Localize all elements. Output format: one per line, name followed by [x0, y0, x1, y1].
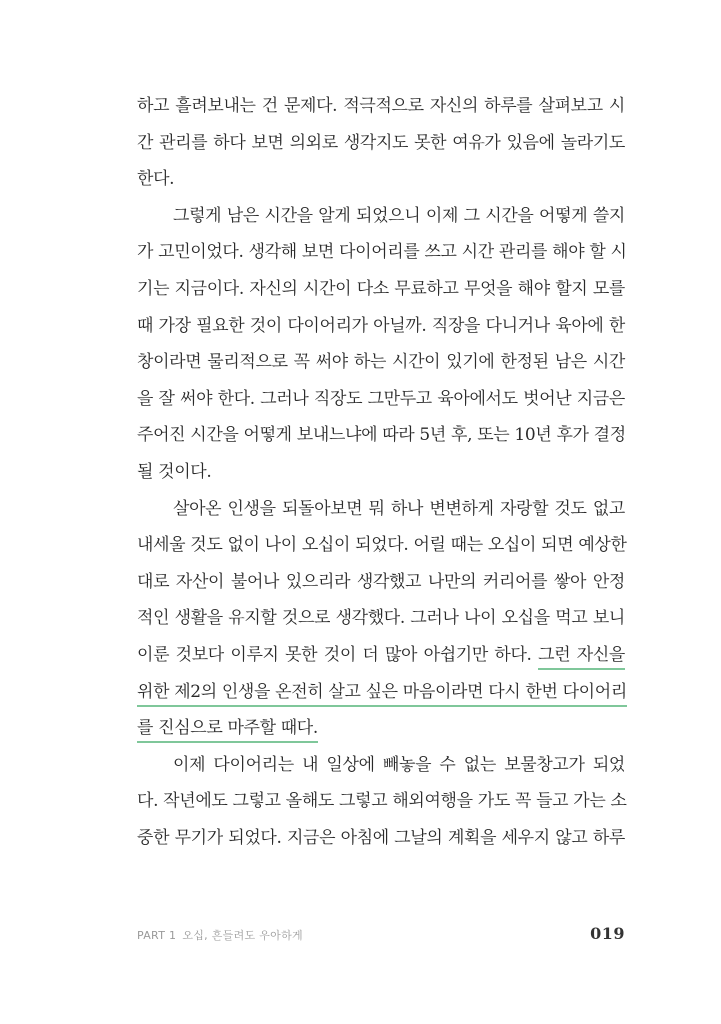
text-line: 대로 자산이 불어나 있으리라 생각했고 나만의 커리어를 쌓아 안정 [137, 571, 625, 592]
paragraph-start-line: 살아온 인생을 되돌아보면 뭐 하나 변변하게 자랑할 것도 없고 [173, 498, 625, 519]
paragraph-start-line: 그렇게 남은 시간을 알게 되었으니 이제 그 시간을 어떻게 쓸지 [173, 205, 625, 226]
text-line: 가 고민이었다. 생각해 보면 다이어리를 쓰고 시간 관리를 해야 할 시 [137, 242, 627, 263]
text-line: 주어진 시간을 어떻게 보내느냐에 따라 5년 후, 또는 10년 후가 결정 [137, 425, 626, 446]
highlighted-line [137, 678, 625, 715]
text-segment: 이룬 것보다 이루지 못한 것이 더 많아 아쉽기만 하다. [137, 644, 532, 665]
paragraph-start-line: 이제 다이어리는 내 일상에 빼놓을 수 없는 보물창고가 되었 [173, 754, 625, 775]
text-line: 다. 작년에도 그렇고 올해도 그렇고 해외여행을 가도 꼭 들고 가는 소 [137, 791, 627, 812]
text-line: 창이라면 물리적으로 꼭 써야 하는 시간이 있기에 한정된 남은 시간 [137, 352, 625, 373]
highlighted-text: 위한 제2의 인생을 온전히 살고 싶은 마음이라면 다시 한번 다이어리 [137, 682, 627, 707]
highlighted-line [137, 714, 625, 751]
page-number: 019 [590, 924, 625, 943]
text-line: 한다. [137, 169, 175, 190]
text-line-with-highlight [137, 641, 625, 678]
text-line: 기는 지금이다. 자신의 시간이 다소 무료하고 무엇을 해야 할지 모를 [137, 278, 625, 299]
body-text [137, 92, 625, 860]
text-line: 간 관리를 하다 보면 의외로 생각지도 못한 여유가 있음에 놀라기도 [137, 132, 625, 153]
highlighted-text: 를 진심으로 마주할 때다. [137, 718, 318, 743]
footer-chapter-title: 오십, 흔들려도 우아하게 [182, 929, 303, 942]
text-line: 적인 생활을 유지할 것으로 생각했다. 그러나 나이 오십을 먹고 보니 [137, 608, 625, 629]
text-line: 될 것이다. [137, 461, 212, 482]
footer-part-label: PART 1 [137, 929, 177, 942]
running-footer [137, 927, 303, 943]
text-line: 하고 흘려보내는 건 문제다. 적극적으로 자신의 하루를 살펴보고 시 [137, 96, 625, 116]
highlighted-text: 그런 자신을 [538, 645, 625, 670]
text-line: 내세울 것도 없이 나이 오십이 되었다. 어릴 때는 오십이 되면 예상한 [137, 535, 627, 556]
text-line: 때 가장 필요한 것이 다이어리가 아닐까. 직장을 다니거나 육아에 한 [137, 315, 625, 336]
text-line: 을 잘 써야 한다. 그러나 직장도 그만두고 육아에서도 벗어난 지금은 [137, 388, 625, 409]
text-line: 중한 무기가 되었다. 지금은 아침에 그날의 계획을 세우지 않고 하루 [137, 827, 625, 848]
